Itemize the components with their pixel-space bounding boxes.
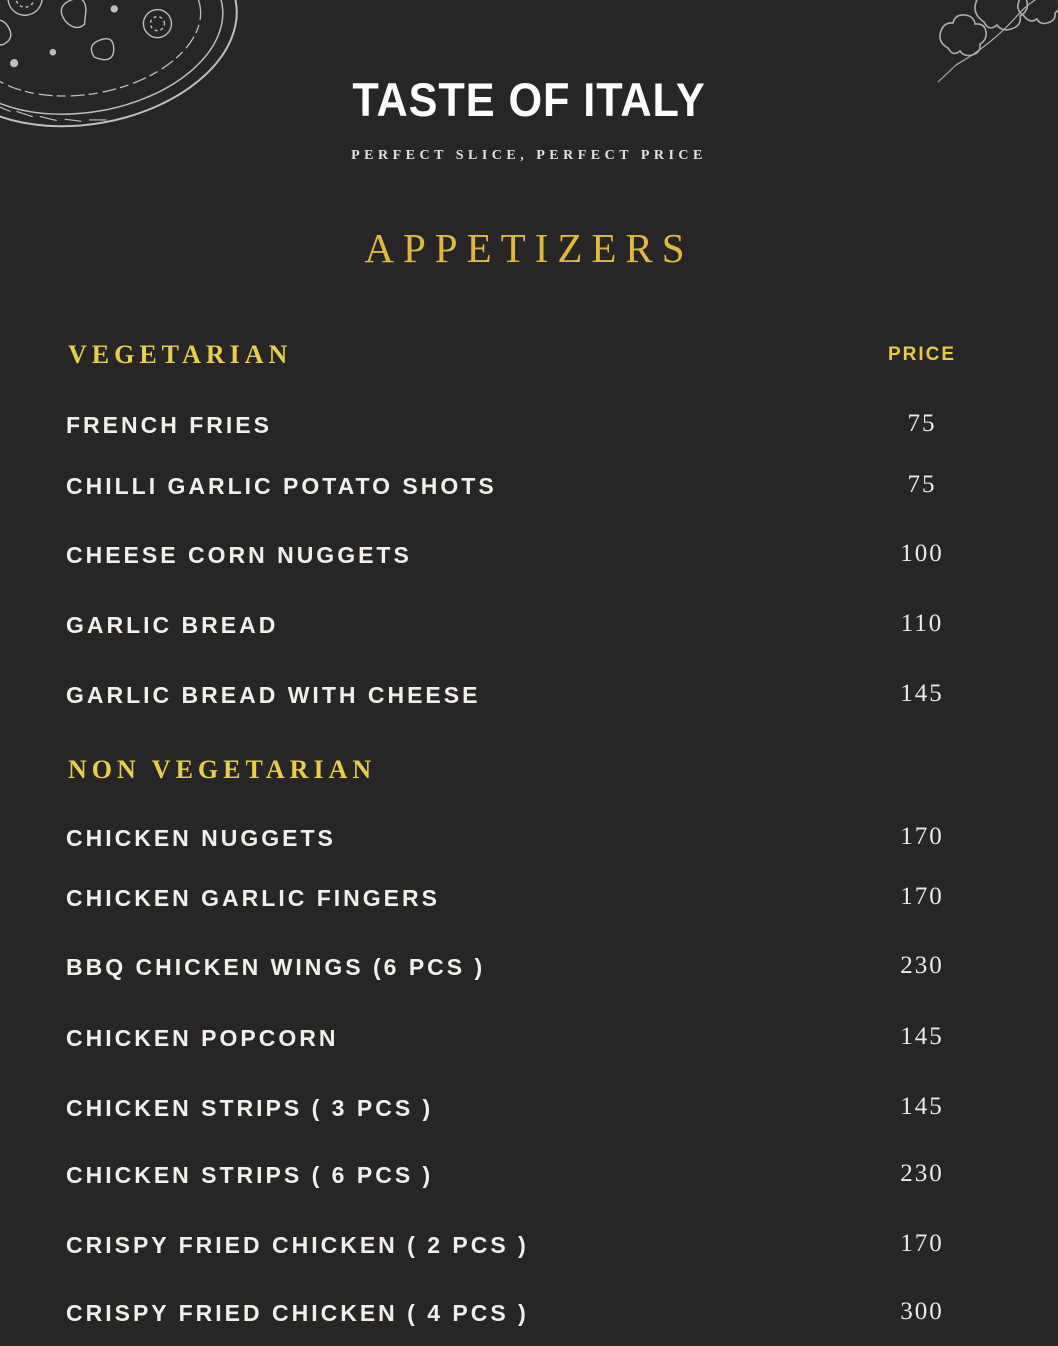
item-name: CHILLI GARLIC POTATO SHOTS <box>66 473 497 499</box>
category-title: APPETIZERS <box>364 225 694 271</box>
item-price: 145 <box>900 1093 944 1120</box>
price-column-header: PRICE <box>887 344 957 365</box>
subsection-heading-vegetarian: VEGETARIAN <box>68 340 293 369</box>
item-name: CHICKEN STRIPS ( 6 PCS ) <box>66 1162 434 1188</box>
menu-item-row <box>0 954 1058 986</box>
item-price: 230 <box>900 952 944 979</box>
item-price: 300 <box>900 1298 944 1325</box>
item-price: 145 <box>900 1023 944 1050</box>
item-price: 110 <box>900 610 944 637</box>
item-name: CHICKEN GARLIC FINGERS <box>66 885 440 911</box>
item-price: 75 <box>907 471 937 498</box>
item-name: CHICKEN NUGGETS <box>66 825 336 851</box>
menu-item-row <box>0 412 1058 444</box>
menu-item-row <box>0 1095 1058 1127</box>
menu-item-row <box>0 1162 1058 1194</box>
item-name: CHEESE CORN NUGGETS <box>66 542 412 568</box>
menu-tagline: PERFECT SLICE, PERFECT PRICE <box>351 148 707 163</box>
item-name: FRENCH FRIES <box>66 412 272 438</box>
item-price: 170 <box>900 823 944 850</box>
item-name: GARLIC BREAD <box>66 612 279 638</box>
item-price: 230 <box>900 1160 944 1187</box>
menu-item-row <box>0 542 1058 574</box>
item-name: CRISPY FRIED CHICKEN ( 4 PCS ) <box>66 1300 529 1326</box>
item-name: GARLIC BREAD WITH CHEESE <box>66 682 481 708</box>
menu-item-row <box>0 682 1058 714</box>
menu-item-row <box>0 612 1058 644</box>
item-name: CHICKEN STRIPS ( 3 PCS ) <box>66 1095 434 1121</box>
item-price: 145 <box>900 680 944 707</box>
menu-item-row <box>0 825 1058 857</box>
menu-item-row <box>0 473 1058 505</box>
item-price: 100 <box>900 540 944 567</box>
menu-item-row <box>0 1025 1058 1057</box>
menu-item-row <box>0 1300 1058 1332</box>
menu-item-row <box>0 885 1058 917</box>
subsection-heading-non-vegetarian: NON VEGETARIAN <box>68 755 377 784</box>
item-price: 75 <box>907 410 937 437</box>
item-name: CHICKEN POPCORN <box>66 1025 339 1051</box>
item-name: BBQ CHICKEN WINGS (6 PCS ) <box>66 954 486 980</box>
menu-item-row <box>0 1232 1058 1264</box>
item-name: CRISPY FRIED CHICKEN ( 2 PCS ) <box>66 1232 529 1258</box>
item-price: 170 <box>900 883 944 910</box>
item-price: 170 <box>900 1230 944 1257</box>
menu-title: TASTE OF ITALY <box>352 73 706 126</box>
